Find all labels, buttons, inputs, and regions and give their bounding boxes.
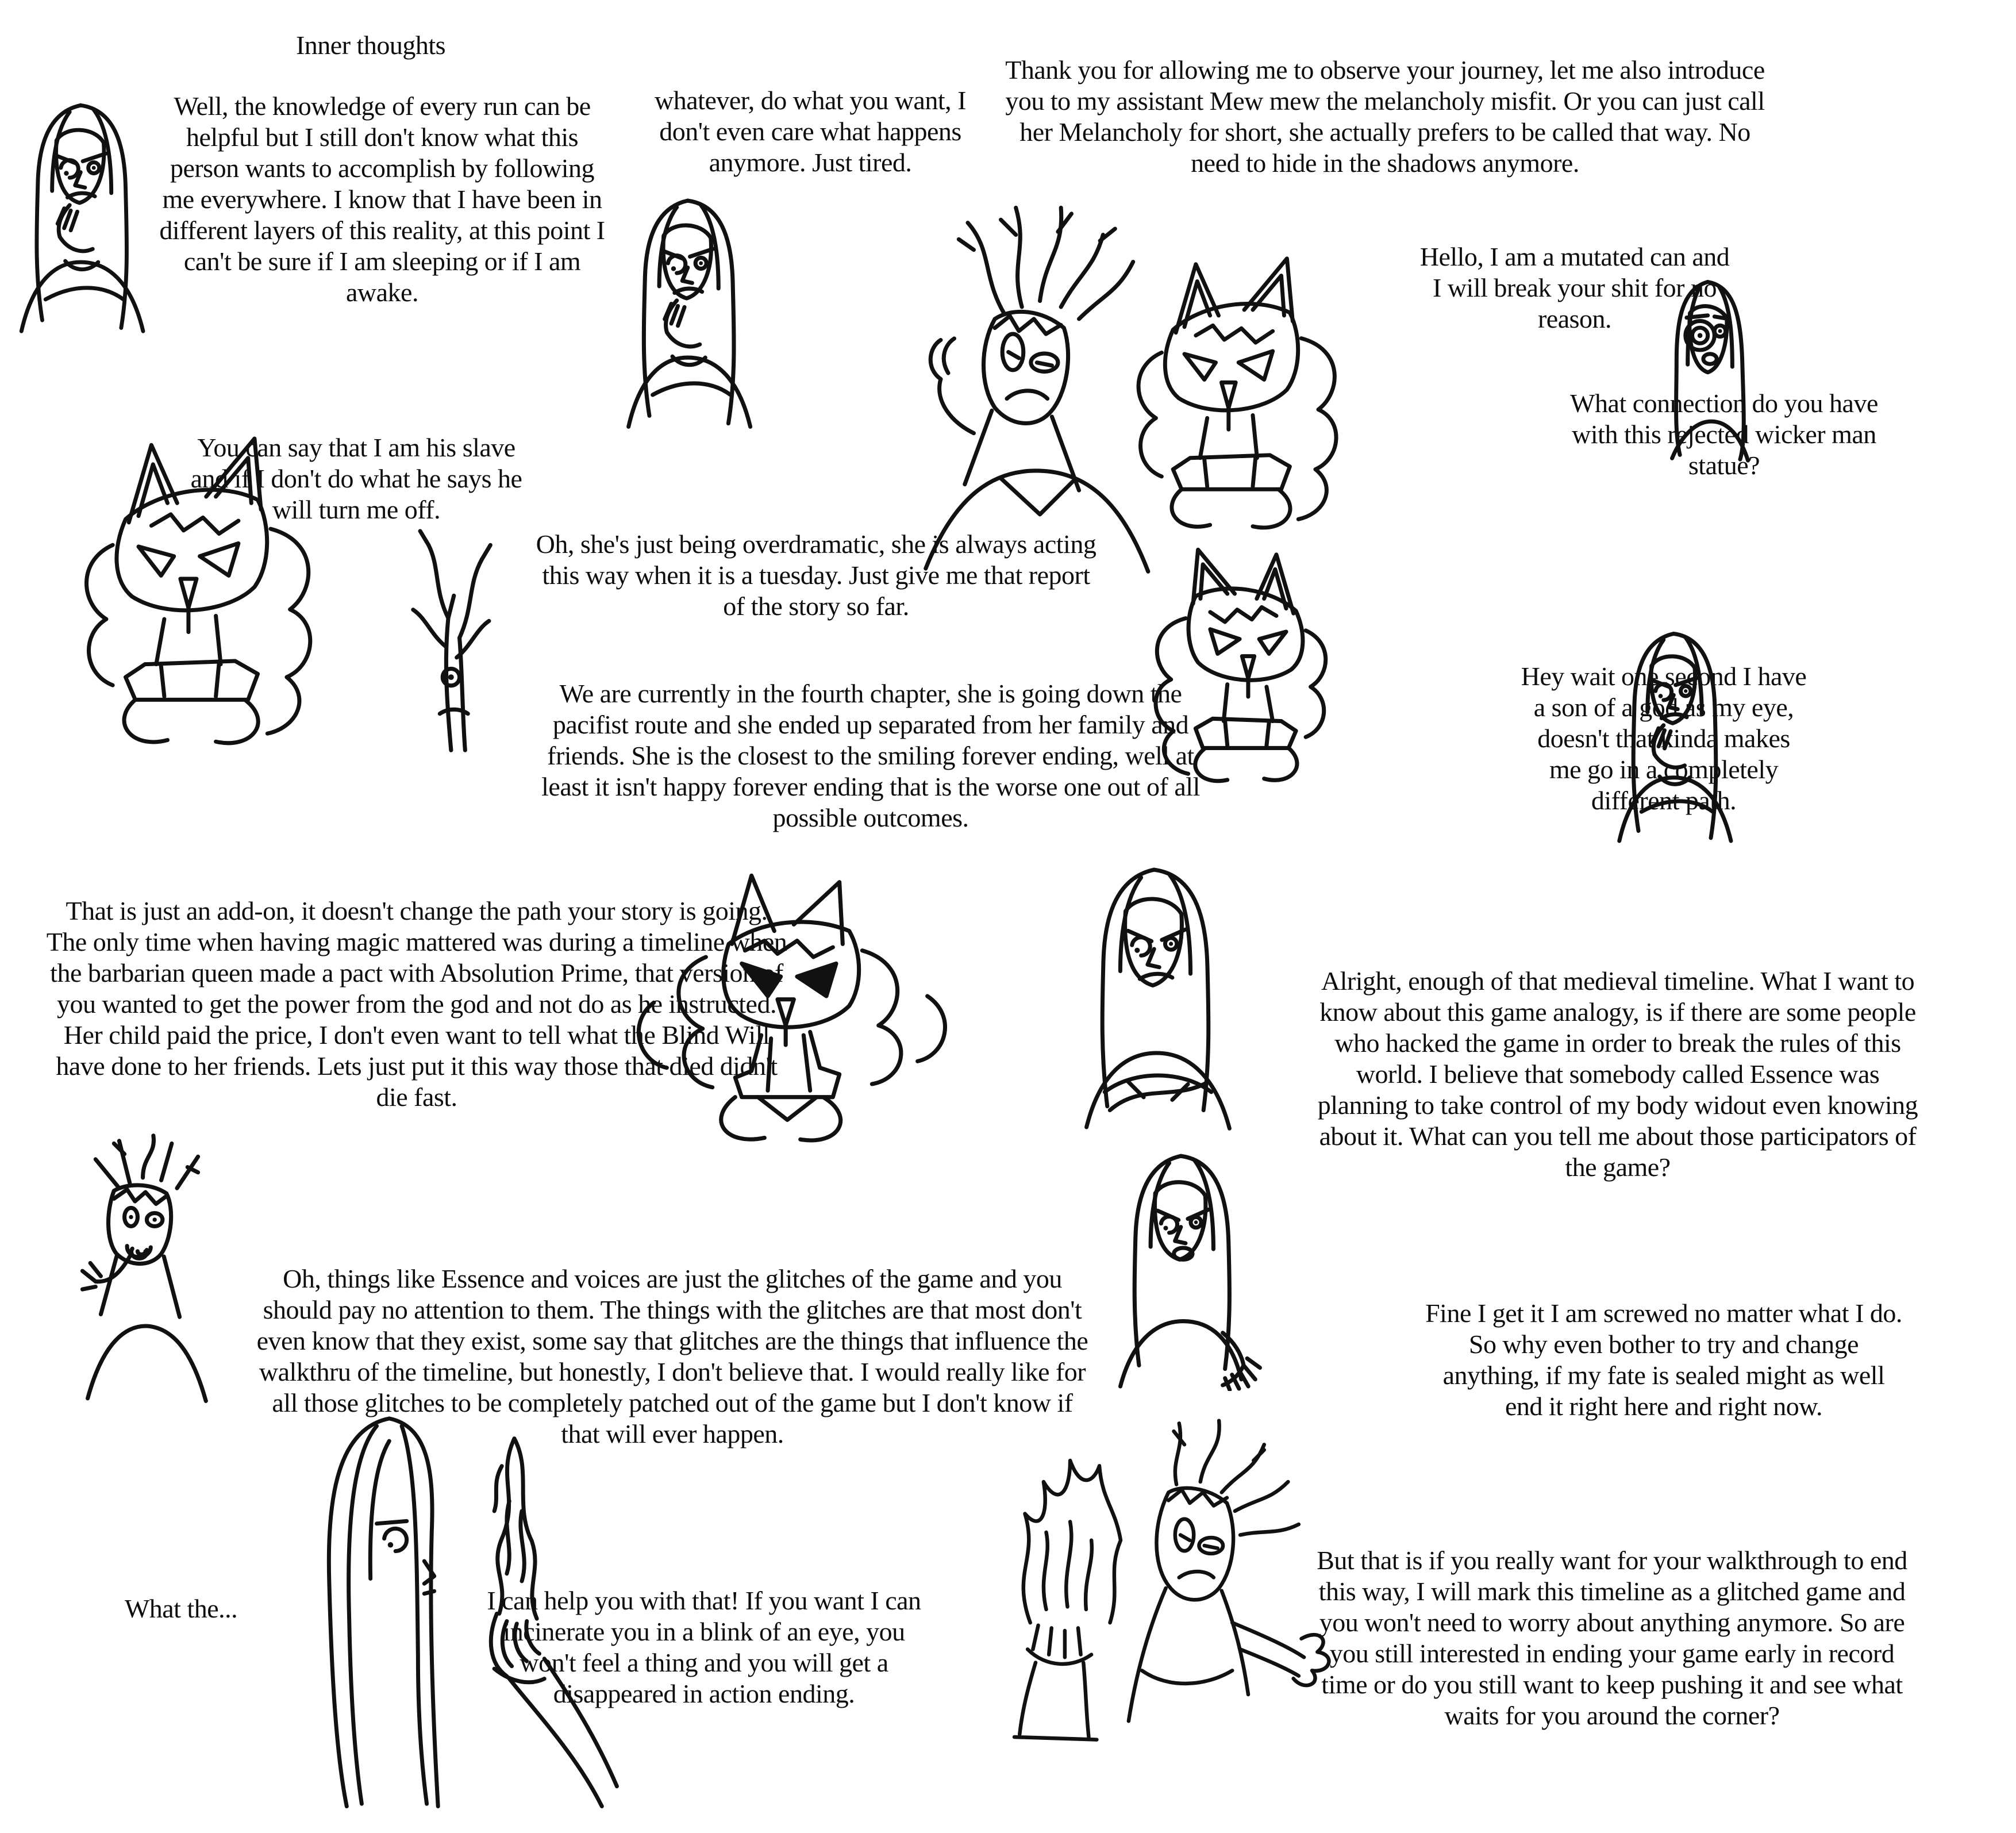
speech-glitches: Oh, things like Essence and voices are just the glitches of the game and you should pay no attention to them. The things with the glitches are that most don't even know that they exist, some say that glitches are the things that influence the walkthru of the timeline, but honestly, I don't believe that. I would really like for all those glitches to be completely patched out of the game but I don't know if that will ever happen. xyxy=(256,1264,1088,1448)
tree-man-chuckling-figure xyxy=(49,1128,250,1404)
speech-wicker-man: What connection do you have with this rejected wicker man statue? xyxy=(1570,389,1878,480)
woman-thinking-figure xyxy=(13,91,155,339)
tree-man-flaming-hand-figure xyxy=(908,1391,1333,1828)
speech-inner-monologue: Well, the knowledge of every run can be helpful but I still don't know what this person wants to accomplish by following me everywhere. I know that I have been in different layers of this reality, at this point I can't be sure if I am sleeping or if I am awake. xyxy=(159,91,605,307)
speech-fourth-chapter: We are currently in the fourth chapter, she is going down the pacifist route and she ended up separated from her family and friends. She is the closest to the smiling forever ending, well at least it isn't happy forever ending that is the worse one out of all possible outcomes. xyxy=(541,679,1200,832)
speech-whatever-tired: whatever, do what you want, I don't even care what happens anymore. Just tired. xyxy=(655,86,966,177)
cat-mask-creature-right-figure xyxy=(1066,537,1394,819)
speech-mutated-can: Hello, I am a mutated can and I will break your shit for no reason. xyxy=(1419,242,1730,333)
woman-hand-raised-figure xyxy=(1080,1147,1305,1391)
woman-arms-crossed-figure xyxy=(1009,859,1307,1132)
page-title: Inner thoughts xyxy=(295,30,445,60)
speech-add-on: That is just an add-on, it doesn't change the path your story is going. The only time when having magic mattered was during a timeline when the barbarian queen made a pact with Absolution Prime, that version of you wanted to get the power from the god and not do as he instructed. Her child paid the price, I don't even want to tell what the Blind Will have done to her friends. Lets just put it this way those that died didn't die fast. xyxy=(46,896,787,1112)
woman-thinking-figure-2 xyxy=(618,190,764,431)
speech-incinerate: I can help you with that! If you want I can incinerate you in a blink of an eye, you won't feel a thing and you will get a disappeared in action ending. xyxy=(487,1586,921,1708)
speech-son-of-a-god: Hey wait one second I have a son of a god as my eye, doesn't that kinda makes me go in a completely different path. xyxy=(1521,662,1807,815)
speech-what-the: What the... xyxy=(124,1594,238,1623)
woman-profile-flaming-hand-scene xyxy=(247,1391,626,1816)
speech-introduce-assistant: Thank you for allowing me to observe your journey, let me also introduce you to my assistant Mew mew the melancholy misfit. Or you can just call her Melancholy for short, she actually prefers to be called that way. No need to hide in the shadows anymore. xyxy=(1005,55,1765,178)
cat-creature-in-flames-figure xyxy=(606,859,968,1152)
small-sapling-figure xyxy=(388,503,509,756)
speech-fate-sealed: Fine I get it I am screwed no matter what I do. So why even bother to try and change anything, if my fate is sealed might as well end it right here and right now. xyxy=(1425,1298,1902,1421)
speech-slave-turn-off: You can say that I am his slave and if I don't do what he says he will turn me off. xyxy=(190,433,522,524)
speech-overdramatic: Oh, she's just being overdramatic, she is always acting this way when it is a tuesday. Just give me that report of the story so far. xyxy=(536,529,1097,621)
cat-mask-creature-figure xyxy=(1118,244,1382,572)
cat-mask-creature-left-figure xyxy=(32,422,394,793)
speech-hacked-the-game: Alright, enough of that medieval timeline. What I want to know about this game analogy, is if there are some people who hacked the game in order to break the rules of this world. I believe that somebody called Essence was planning to take control of my body widout even knowing about it. What can you tell me about those participators of the game? xyxy=(1317,966,1918,1182)
woman-pondering-figure xyxy=(1606,624,1747,845)
speech-glitched-game-offer: But that is if you really want for your walkthrough to end this way, I will mark this timeline as a glitched game and you won't need to worry about anything anymore. So are you still interested in ending your game early in record time or do you still want to keep pushing it and see what waits for you around the corner? xyxy=(1317,1546,1907,1730)
woman-shocked-figure xyxy=(1644,273,1779,463)
